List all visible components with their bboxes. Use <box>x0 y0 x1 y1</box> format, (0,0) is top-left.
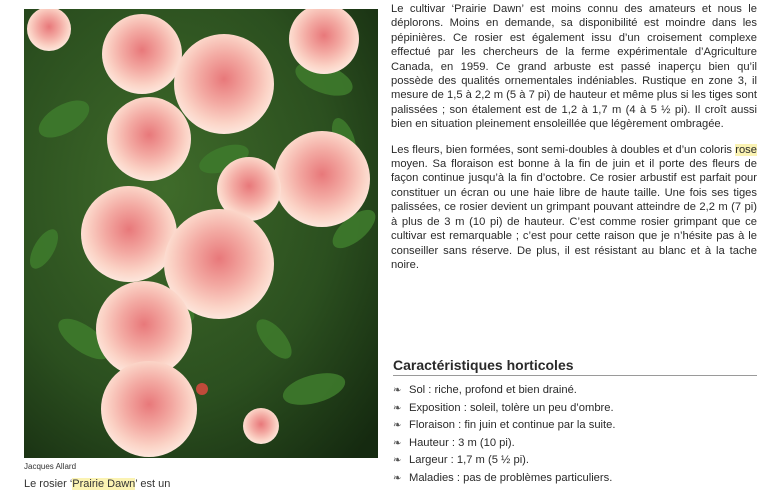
photo-caption <box>24 478 170 490</box>
paragraph-2-start: Les fleurs, bien formées, sont semi-doubles à doubles et d’un coloris <box>391 143 736 156</box>
caption-prefix: Le rosier ‘ <box>24 478 73 490</box>
list-item-text: Sol : riche, profond et bien drainé. <box>409 384 577 396</box>
list-item-text: Floraison : fin juin et continue par la suite. <box>409 419 616 432</box>
characteristics-list <box>393 382 757 488</box>
paragraph-2 <box>391 143 757 273</box>
highlighted-word: rose <box>735 143 757 156</box>
fleuron-icon: ❧ <box>393 472 402 484</box>
list-item <box>393 417 757 435</box>
list-item <box>393 400 757 418</box>
paragraph-1: Le cultivar ‘Prairie Dawn’ est moins connu des amateurs et nous le déplorons. Moins en demande, sa disponibilité est moindre dans les pépinières. Ce rosier est également issu d’un croisement complexe effectué par les chercheurs de la ferme expérimentale d’Agriculture Canada, en 1959. Ce grand arbuste est passé inaperçu bien qu’il possède des qualités ornementales indéniables. Rustique en zone 3, il mesure de 1,5 à 2,2 m (5 à 7 pi) de hauteur et même plus si les tiges sont palissées ; son étalement est de 1,2 à 1,7 m (4 à 5 ½ pi). Il croît aussi bien en situation pleinement ensoleillée que légèrement ombragée. <box>391 3 757 131</box>
fleuron-icon: ❧ <box>393 437 402 449</box>
rose-photo <box>24 9 378 458</box>
list-item-text: Maladies : pas de problèmes particuliers. <box>409 471 613 484</box>
list-item <box>393 382 757 400</box>
fleuron-icon: ❧ <box>393 420 402 432</box>
photo-credit: Jacques Allard <box>24 462 77 471</box>
list-item <box>393 435 757 453</box>
fleuron-icon: ❧ <box>393 385 402 396</box>
list-item-text: Exposition : soleil, tolère un peu d’ombre. <box>409 401 614 414</box>
rose-photo-illustration <box>24 9 378 458</box>
list-item <box>393 470 757 488</box>
list-item-text: Hauteur : 3 m (10 pi). <box>409 436 515 449</box>
fleuron-icon: ❧ <box>393 455 402 467</box>
list-item-text: Largeur : 1,7 m (5 ½ pi). <box>409 454 530 467</box>
caption-highlight: Prairie Dawn <box>72 478 136 490</box>
paragraph-2-end: moyen. Sa floraison est bonne à la fin de juin et il porte des fleurs de façon continue jusqu’à la fin d’octobre. Ce rosier arbustif est parfait pour constituer un écran ou une haie libre de haute taille. Une fois ses tiges palissées, ce rosier devient un grimpant pouvant atteindre de 2,2 m (7 pi) à plus de 3 m (10 pi) de hauteur. C’est comme rosier grimpant que ce cultivar est remarquable ; c’est pour cette raison que je n’hésite pas à le conseiller sans réserve. De plus, il est résistant au blanc et à la tache noire. <box>391 158 757 271</box>
list-item <box>393 452 757 470</box>
fleuron-icon: ❧ <box>393 402 402 414</box>
caption-suffix: ’ est un <box>135 478 171 490</box>
article-body <box>391 2 757 283</box>
section-title: Caractéristiques horticoles <box>393 357 757 376</box>
